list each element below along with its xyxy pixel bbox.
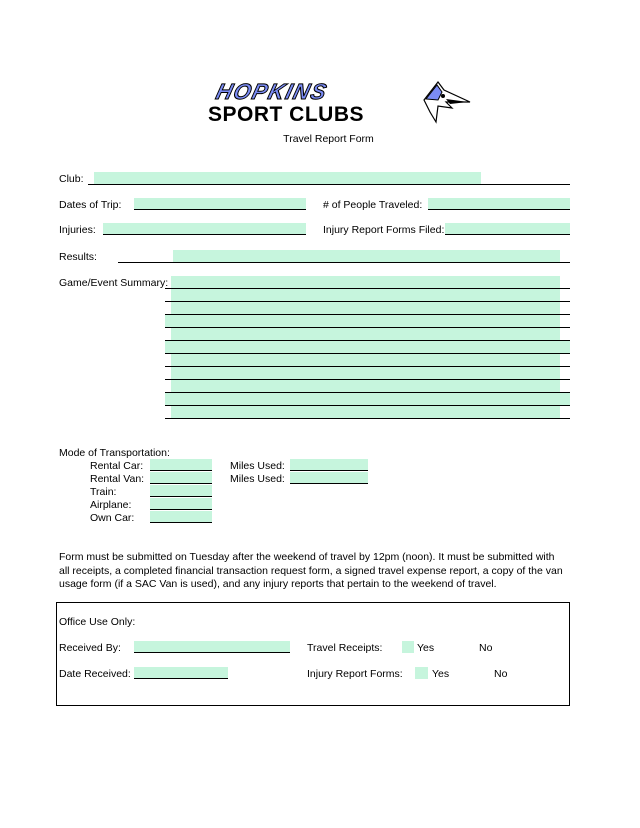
transport-heading: Mode of Transportation: [59,447,170,459]
form-title: Travel Report Form [283,133,374,145]
rental-van-miles-input[interactable] [290,472,368,484]
miles-used-label: Miles Used: [230,460,285,472]
date-received-input[interactable] [134,667,228,679]
date-received-label: Date Received: [59,668,131,680]
dates-of-trip-label: Dates of Trip: [59,199,122,211]
logo-line1: HOPKINS [213,79,331,104]
injuries-input[interactable] [103,223,306,235]
summary-label: Game/Event Summary: [59,277,169,289]
injury-report-forms-yes: Yes [432,668,450,680]
rental-car-input[interactable] [150,459,212,471]
logo-graphic [200,78,480,128]
results-underline [118,262,570,263]
injury-forms-filed-input[interactable] [445,223,570,235]
received-by-label: Received By: [59,642,121,654]
injury-report-forms-label: Injury Report Forms: [307,668,403,680]
club-underline [88,184,570,185]
rental-van-input[interactable] [150,472,212,484]
travel-receipts-checkbox[interactable] [402,641,414,653]
club-label: Club: [59,173,84,185]
mode-rental-van-label: Rental Van: [90,473,145,485]
rental-car-miles-input[interactable] [290,459,368,471]
mode-train-label: Train: [90,486,117,498]
travel-receipts-label: Travel Receipts: [307,642,383,654]
travel-receipts-no: No [479,642,493,654]
results-input[interactable] [173,250,560,262]
logo-line2: SPORT CLUBS [208,103,365,126]
people-traveled-input[interactable] [428,198,570,210]
dates-of-trip-input[interactable] [134,198,306,210]
mode-rental-car-label: Rental Car: [90,460,144,472]
miles-used-label: Miles Used: [230,473,285,485]
mode-airplane-label: Airplane: [90,499,132,511]
office-use-heading: Office Use Only: [59,616,136,628]
logo [200,78,480,128]
injuries-label: Injuries: [59,224,96,236]
mode-own-car-label: Own Car: [90,512,135,524]
injury-forms-filed-label: Injury Report Forms Filed: [323,224,445,236]
blue-jay-icon [424,82,470,122]
travel-receipts-yes: Yes [417,642,435,654]
injury-report-forms-checkbox[interactable] [415,667,428,679]
train-input[interactable] [150,485,212,497]
own-car-input[interactable] [150,511,212,523]
people-traveled-label: # of People Traveled: [323,199,423,211]
submission-note: Form must be submitted on Tuesday after the weekend of travel by 12pm (noon). It must be submitted with all receipts, a completed financial transaction request form, a signed travel expense report, a copy of the van usage form (if a SAC Van is used), and any injury reports that pertain to the weekend of travel. [59,551,563,590]
received-by-input[interactable] [134,641,290,653]
club-input[interactable] [94,172,481,184]
airplane-input[interactable] [150,498,212,510]
results-label: Results: [59,251,97,263]
injury-report-forms-no: No [494,668,508,680]
summary-area[interactable] [165,275,570,421]
